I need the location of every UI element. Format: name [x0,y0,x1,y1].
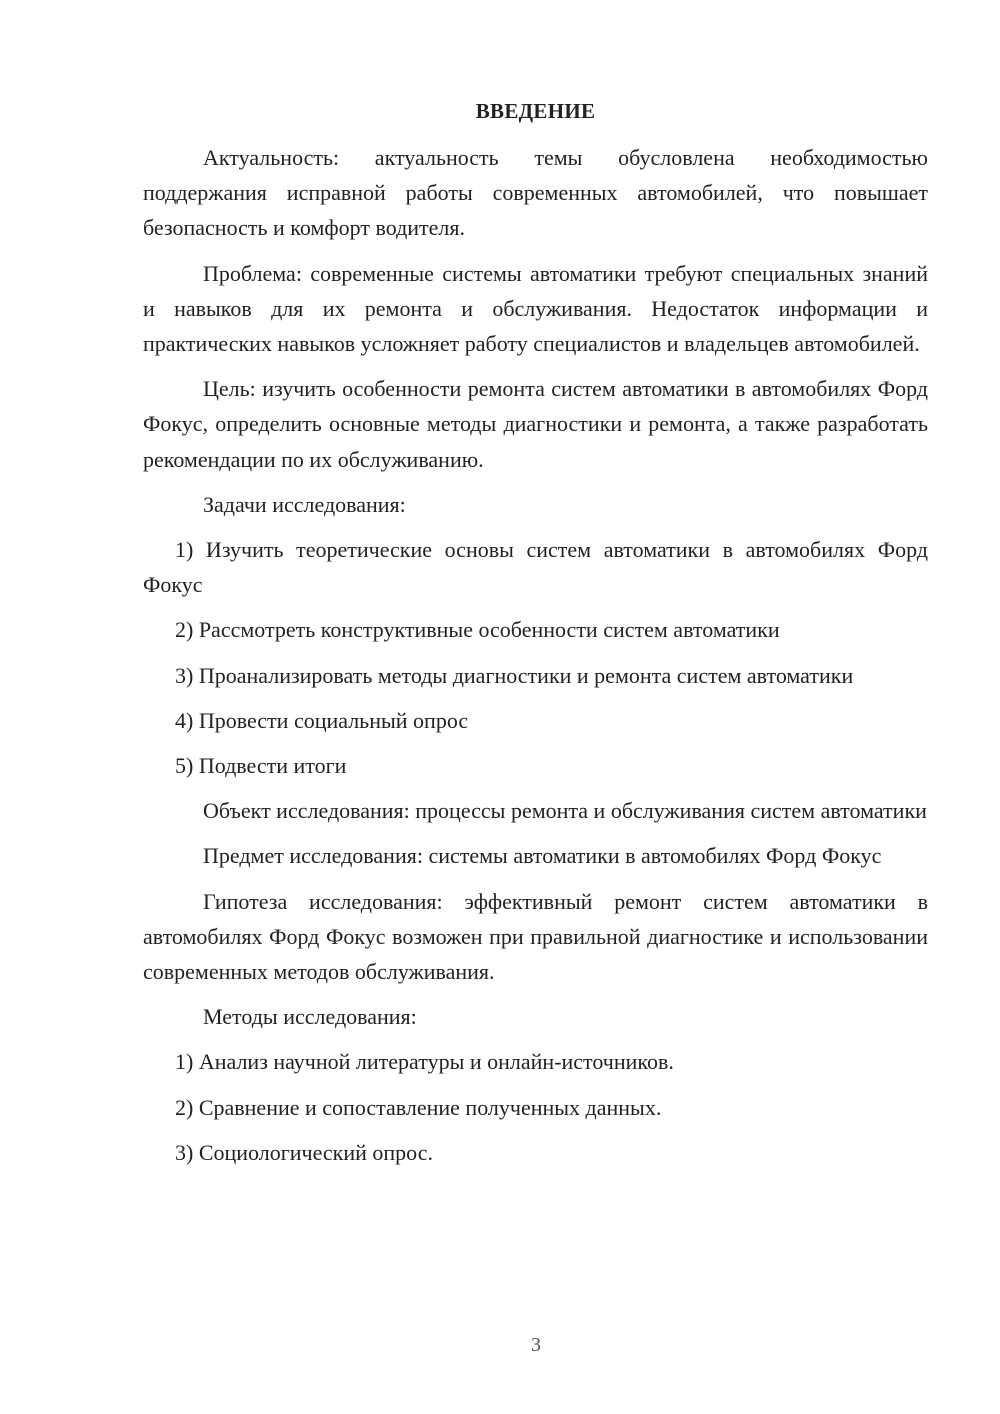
paragraph-subject: Предмет исследования: системы автоматики в автомобилях Форд Фокус [203,843,882,869]
paragraph-object: Объект исследования: процессы ремонта и обслуживания систем автоматики [203,798,927,824]
tasks-heading: Задачи исследования: [203,491,406,517]
paragraph-goal: Цель: изучить особенности ремонта систем автоматики в автомобилях Форд Фокус, определить основные методы диагностики и ремонта, а также разработать рекомендации по их обслуживанию. [143,376,928,472]
paragraph-problem: Проблема: современные системы автоматики требуют специальных знаний и навыков для их ремонта и обслуживания. Недостаток информации и практических навыков усложняет работу специалистов и владельцев автомобилей. [143,260,928,357]
task-item-5: 5) Подвести итоги [175,753,347,779]
task-item-2: 2) Рассмотреть конструктивные особенности систем автоматики [175,617,780,643]
task-item-4: 4) Провести социальный опрос [175,707,469,733]
method-item-3: 3) Социологический опрос. [175,1139,433,1165]
method-item-2: 2) Сравнение и сопоставление полученных данных. [175,1094,662,1120]
methods-heading: Методы исследования: [203,1004,417,1030]
document-page [143,94,928,1170]
task-item-1: 1) Изучить теоретические основы систем автоматики в автомобилях Форд Фокус [143,537,928,598]
paragraph-actuality: Актуальность: актуальность темы обусловлена необходимостью поддержания исправной работы современных автомобилей, что повышает безопасность и комфорт водителя. [143,145,928,241]
task-item-3: 3) Проанализировать методы диагностики и ремонта систем автоматики [175,662,854,688]
page-number: 3 [531,1334,541,1356]
method-item-1: 1) Анализ научной литературы и онлайн-источников. [175,1049,674,1075]
paragraph-hypothesis: Гипотеза исследования: эффективный ремонт систем автоматики в автомобилях Форд Фокус возможен при правильной диагностике и использовании современных методов обслуживания. [143,888,928,985]
page-title: ВВЕДЕНИЕ [475,99,596,123]
